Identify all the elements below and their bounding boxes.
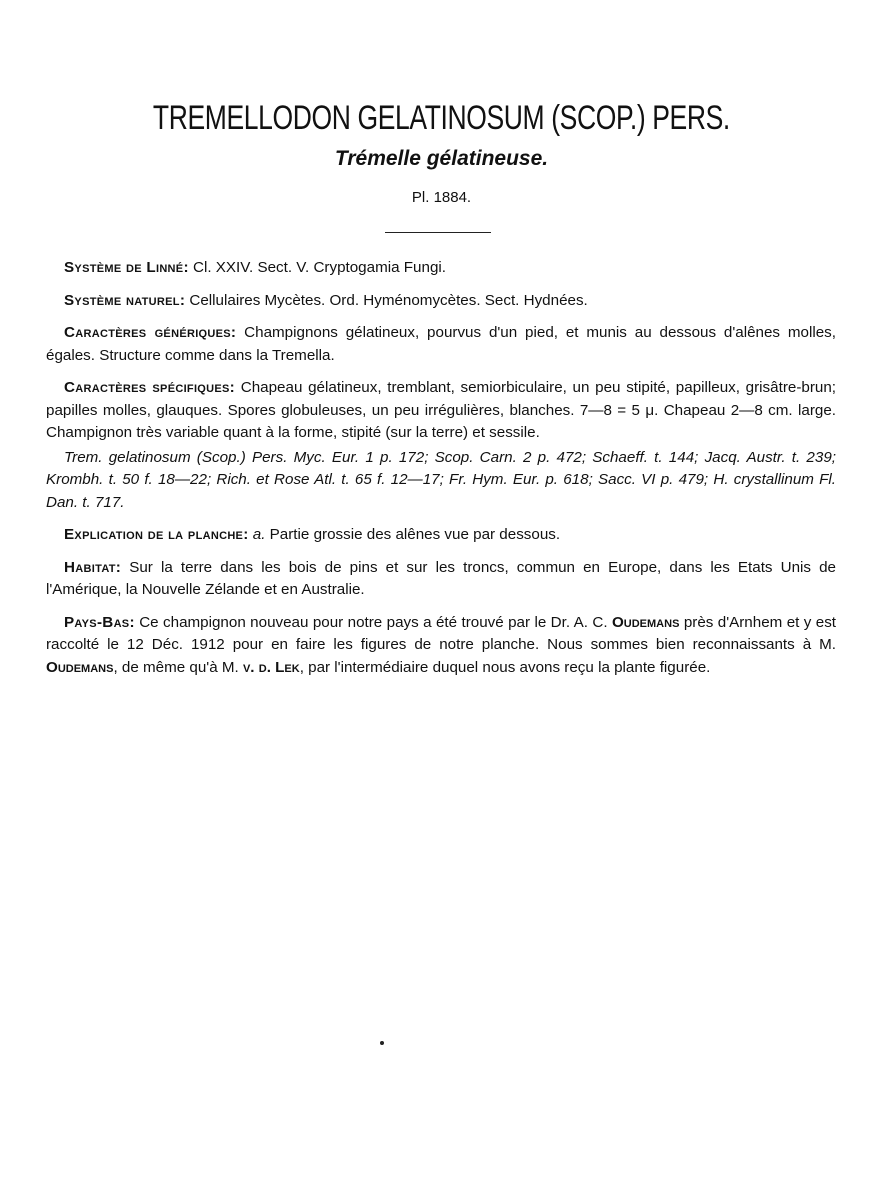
person-name-oudemans-2: Oudemans: [46, 658, 114, 676]
section-explication: [46, 524, 836, 547]
section-linne-label: Système de Linné:: [64, 259, 189, 276]
section-naturel: [46, 290, 836, 313]
section-paysbas-text-1: Ce champignon nouveau pour notre pays a été trouvé par le Dr. A. C.: [134, 613, 612, 631]
person-name-oudemans-1: Oudemans: [611, 613, 680, 631]
section-habitat-text: Sur la terre dans les bois de pins et sur les troncs, commun en Europe, dans les Etats Unis de l'Amérique, la Nouvelle Zélande et en Australie.: [46, 558, 836, 598]
section-naturel-label: Système naturel:: [64, 291, 186, 309]
page-subtitle: Trémelle gélatineuse.: [334, 147, 549, 170]
print-speck: [380, 1041, 384, 1045]
section-naturel-text: Cellulaires Mycètes. Ord. Hyménomycètes. Sect. Hydnées.: [185, 291, 588, 309]
section-linne: [46, 257, 836, 280]
section-paysbas-label: Pays-Bas:: [64, 613, 135, 631]
person-name-lek: v. d. Lek: [242, 658, 300, 676]
section-specifiques-text: Chapeau gélatineux, tremblant, semiorbiculaire, un peu stipité, papilleux, grisâtre-brun; papilles molles, glauques. Spores globuleuses, un peu irrégulières, blanches. 7—8 = 5 μ. Chapeau 2—8 cm. large. Champignon très variable quant à la forme, stipité (sur la terre) et sessile.: [46, 379, 836, 441]
page-title: TREMELLODON GELATINOSUM (SCOP.) PERS.: [152, 99, 730, 137]
section-habitat-label: Habitat:: [64, 558, 122, 576]
document-body: [46, 257, 836, 689]
section-paysbas: [46, 612, 836, 680]
title-divider: [385, 232, 491, 233]
section-specifiques-label: Caractères spécifiques:: [64, 379, 236, 396]
section-specifiques: [46, 377, 836, 445]
section-paysbas-text-4: , par l'intermédiaire duquel nous avons reçu la plante figurée.: [299, 658, 711, 676]
section-generiques-text: Champignons gélatineux, pourvus d'un pied, et munis au dessous d'alênes molles, égales. Structure comme dans la Tremella.: [46, 324, 836, 364]
section-generiques-label: Caractères génériques:: [64, 324, 237, 341]
section-generiques: [46, 322, 836, 367]
section-explication-text: Partie grossie des alênes vue par dessous.: [265, 526, 561, 543]
section-references: Trem. gelatinosum (Scop.) Pers. Myc. Eur. 1 p. 172; Scop. Carn. 2 p. 472; Schaeff. t. 144; Jacq. Austr. t. 239; Krombh. t. 50 f. 18—22; Rich. et Rose Atl. t. 65 f. 12—17; Fr. Hym. Eur. p. 618; Sacc. VI p. 479; H. crystallinum Fl. Dan. t. 717.: [46, 448, 836, 511]
section-linne-text: Cl. XXIV. Sect. V. Cryptogamia Fungi.: [188, 259, 446, 276]
section-explication-label: Explication de la planche:: [64, 526, 249, 543]
section-paysbas-text-2: près d'Arnhem et y est raccolté le 12 Déc. 1912 pour en faire les figures de notre planche. Nous sommes bien reconnaissants à M.: [46, 613, 837, 653]
section-paysbas-text-3: , de même qu'à M.: [113, 658, 243, 676]
section-explication-figure-letter: a.: [248, 526, 266, 543]
section-habitat: [46, 557, 836, 602]
plate-number: Pl. 1884.: [411, 189, 472, 206]
